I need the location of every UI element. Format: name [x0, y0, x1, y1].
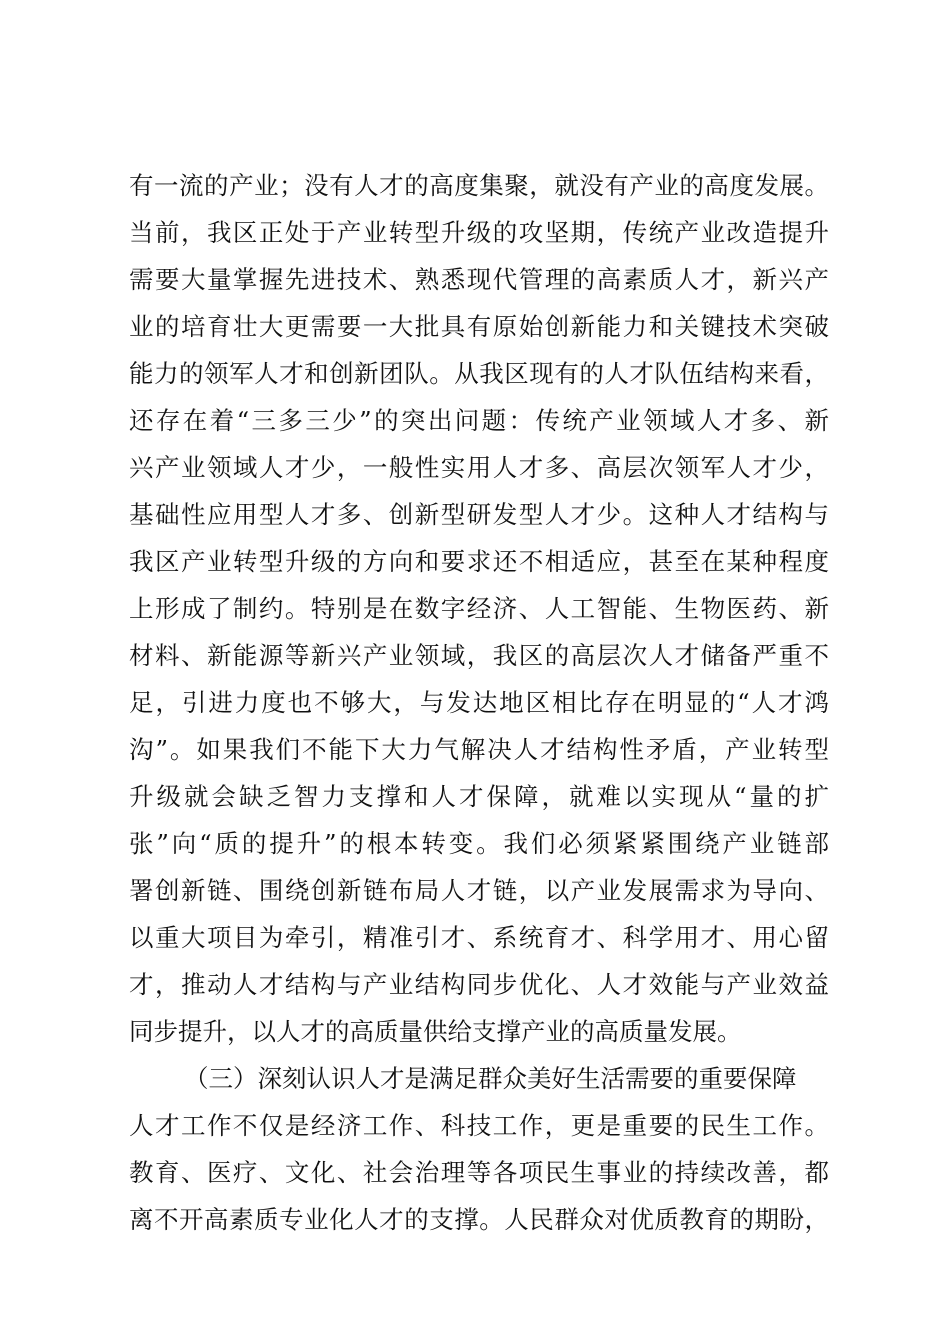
text-line: 我区产业转型升级的方向和要求还不相适应，甚至在某种程度 — [129, 547, 829, 576]
text-line: 署创新链、围绕创新链布局人才链，以产业发展需求为导向、 — [129, 876, 829, 905]
text-line: 还存在着“三多三少”的突出问题：传统产业领域人才多、新 — [129, 406, 829, 435]
text-line: 人才工作不仅是经济工作、科技工作，更是重要的民生工作。 — [129, 1111, 829, 1140]
text-line: 张”向“质的提升”的根本转变。我们必须紧紧围绕产业链部 — [129, 829, 829, 858]
body-text — [129, 162, 829, 1243]
text-line: 教育、医疗、文化、社会治理等各项民生事业的持续改善，都 — [129, 1158, 829, 1187]
text-line: 业的培育壮大更需要一大批具有原始创新能力和关键技术突破 — [129, 312, 829, 341]
text-line: 当前，我区正处于产业转型升级的攻坚期，传统产业改造提升 — [129, 218, 829, 247]
text-line: 上形成了制约。特别是在数字经济、人工智能、生物医药、新 — [129, 594, 829, 623]
text-line: 以重大项目为牵引，精准引才、系统育才、科学用才、用心留 — [129, 923, 829, 952]
section-heading: （三）深刻认识人才是满足群众美好生活需要的重要保障 — [184, 1064, 797, 1093]
text-line: 基础性应用型人才多、创新型研发型人才少。这种人才结构与 — [129, 500, 829, 529]
text-line: 能力的领军人才和创新团队。从我区现有的人才队伍结构来看， — [129, 359, 829, 388]
text-line: 升级就会缺乏智力支撑和人才保障，就难以实现从“量的扩 — [129, 782, 829, 811]
text-line: 离不开高素质专业化人才的支撑。人民群众对优质教育的期盼， — [129, 1205, 829, 1234]
text-line: 足，引进力度也不够大，与发达地区相比存在明显的“人才鸿 — [129, 688, 829, 717]
text-line: 沟”。如果我们不能下大力气解决人才结构性矛盾，产业转型 — [129, 735, 829, 764]
text-line: 同步提升，以人才的高质量供给支撑产业的高质量发展。 — [129, 1017, 742, 1046]
text-line: 兴产业领域人才少，一般性实用人才多、高层次领军人才少， — [129, 453, 829, 482]
text-line: 才，推动人才结构与产业结构同步优化、人才效能与产业效益 — [129, 970, 829, 999]
text-line: 材料、新能源等新兴产业领域，我区的高层次人才储备严重不 — [129, 641, 829, 670]
text-line: 有一流的产业；没有人才的高度集聚，就没有产业的高度发展。 — [129, 171, 829, 200]
text-line: 需要大量掌握先进技术、熟悉现代管理的高素质人才，新兴产 — [129, 265, 829, 294]
